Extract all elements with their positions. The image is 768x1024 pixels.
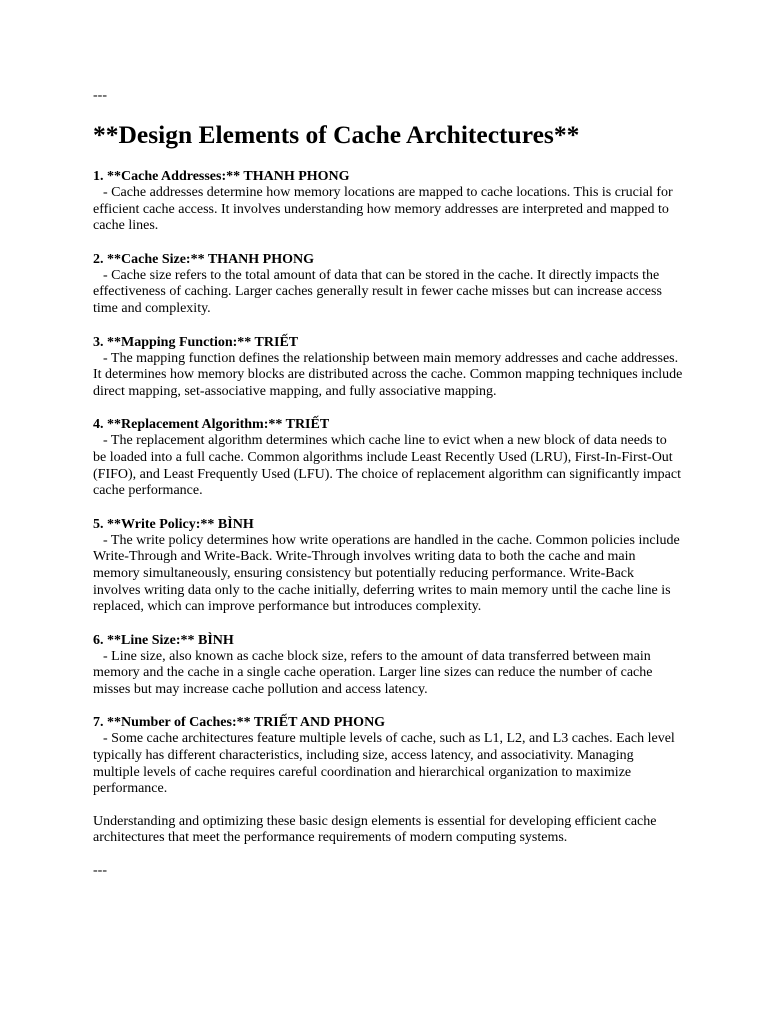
section-description [93, 731, 683, 797]
section-heading: 7. **Number of Caches:** TRIẾT AND PHONG [93, 715, 386, 731]
section-text: - Cache addresses determine how memory locations are mapped to cache locations. This is crucial for efficient cache access. It involves understanding how memory addresses are interpreted and mapped to cache lines. [93, 185, 673, 234]
bottom-separator: --- [93, 863, 107, 879]
section-text: - Some cache architectures feature multiple levels of cache, such as L1, L2, and L3 caches. Each level typically has different characteristics, including size, access latency, and associativity. Managing multiple levels of cache requires careful coordination and hierarchical organization to maximize performance. [93, 731, 675, 797]
section-heading: 5. **Write Policy:** BÌNH [93, 516, 254, 532]
section-heading: 4. **Replacement Algorithm:** TRIẾT [93, 417, 330, 433]
section-description [93, 351, 683, 401]
section-cache-size [93, 251, 683, 318]
document-title: **Design Elements of Cache Architectures** [93, 120, 580, 149]
top-separator: --- [93, 88, 107, 103]
section-description [93, 433, 683, 499]
section-heading: 6. **Line Size:** BÌNH [93, 632, 234, 648]
section-text: - Cache size refers to the total amount of data that can be stored in the cache. It directly impacts the effectiveness of caching. Larger caches generally result in fewer cache misses but can increase access time and complexity. [93, 267, 662, 316]
section-description [93, 185, 683, 235]
section-heading: 1. **Cache Addresses:** THANH PHONG [93, 169, 350, 184]
conclusion-paragraph: Understanding and optimizing these basic design elements is essential for developing efficient cache architectures that meet the performance requirements of modern computing systems. [93, 813, 657, 846]
section-line-size [93, 632, 683, 699]
section-heading: 3. **Mapping Function:** TRIẾT [93, 334, 299, 350]
section-description [93, 533, 683, 616]
section-text: - Line size, also known as cache block size, refers to the amount of data transferred between main memory and the cache in a single cache operation. Larger line sizes can reduce the number of cache misses but may increase cache pollution and access latency. [93, 648, 653, 697]
section-write-policy [93, 516, 683, 616]
section-mapping-function [93, 334, 683, 401]
section-description [93, 268, 683, 318]
section-description [93, 649, 683, 699]
section-text: - The replacement algorithm determines which cache line to evict when a new block of data needs to be loaded into a full cache. Common algorithms include Least Recently Used (LRU), First-In-First-Out (FIFO), and Least Frequently Used (LFU). The choice of replacement algorithm can significantly impact cache performance. [93, 433, 681, 499]
section-replacement-algorithm [93, 416, 683, 499]
document-page [93, 88, 683, 879]
section-number-of-caches [93, 714, 683, 797]
section-cache-addresses [93, 168, 683, 235]
section-text: - The mapping function defines the relationship between main memory addresses and cache addresses. It determines how memory blocks are distributed across the cache. Common mapping techniques include direct mapping, set-associative mapping, and fully associative mapping. [93, 350, 683, 399]
section-heading: 2. **Cache Size:** THANH PHONG [93, 251, 315, 267]
section-text: - The write policy determines how write operations are handled in the cache. Common policies include Write-Through and Write-Back. Write-Through involves writing data to both the cache and main memory simultaneously, ensuring consistency but potentially reducing performance. Write-Back involves writing data only to the cache initially, deferring writes to main memory until the cache line is replaced, which can improve performance but introduces complexity. [93, 532, 680, 615]
